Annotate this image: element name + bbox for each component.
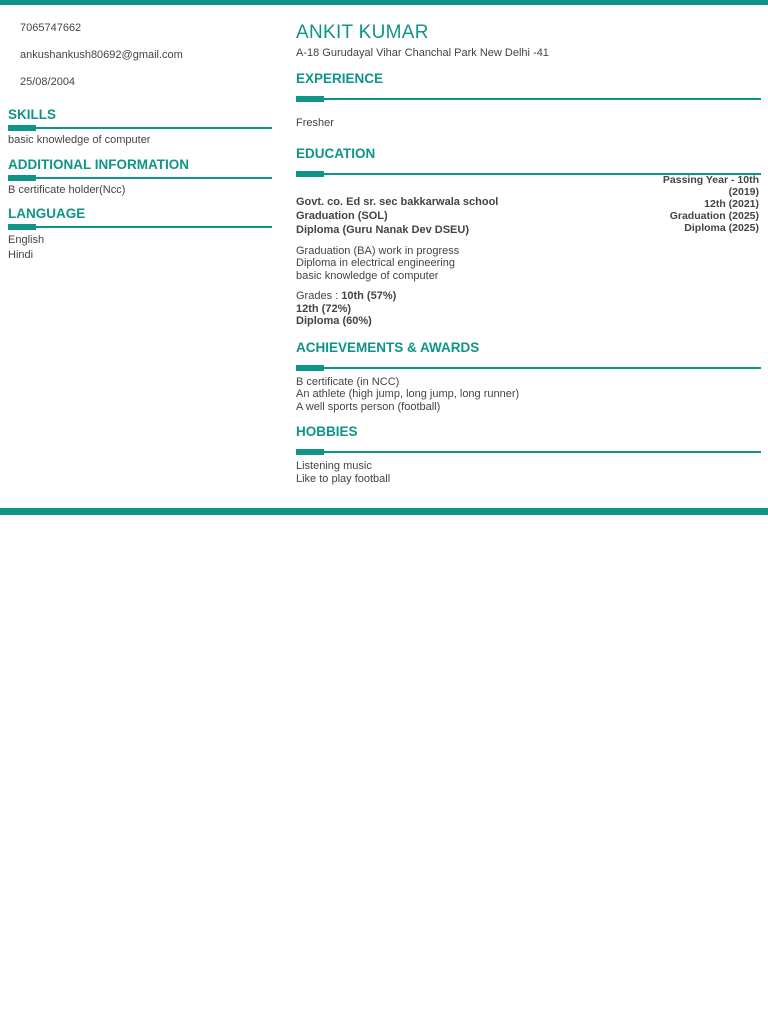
passing-year-line: Diploma (2025) bbox=[684, 221, 759, 234]
language-item: English bbox=[8, 234, 45, 246]
achievements-divider bbox=[296, 367, 761, 369]
skills-heading: SKILLS bbox=[8, 107, 57, 122]
hobbies-heading: HOBBIES bbox=[296, 424, 358, 439]
email-address: ankushankush80692@gmail.com bbox=[20, 49, 183, 61]
institution-name: Graduation (SOL) bbox=[296, 209, 388, 222]
hobbies-section bbox=[296, 424, 761, 485]
phone-number: 7065747662 bbox=[20, 22, 82, 34]
achievement-item: B certificate (in NCC) bbox=[296, 375, 400, 388]
achievement-item: An athlete (high jump, long jump, long runner) bbox=[296, 388, 520, 400]
left-column bbox=[8, 22, 272, 263]
skills-section bbox=[8, 107, 272, 147]
institution-name: Diploma (Guru Nanak Dev DSEU) bbox=[296, 223, 469, 236]
hobby-item: Like to play football bbox=[296, 472, 391, 485]
date-of-birth: 25/08/2004 bbox=[20, 76, 76, 88]
education-block bbox=[296, 173, 761, 243]
experience-text: Fresher bbox=[296, 117, 334, 129]
skill-item: basic knowledge of computer bbox=[8, 134, 151, 146]
additional-info-section bbox=[8, 157, 272, 197]
passing-year-line: Passing Year - 10th bbox=[662, 173, 759, 186]
right-column bbox=[296, 22, 761, 485]
experience-divider bbox=[296, 98, 761, 100]
institution-name: Govt. co. Ed sr. sec bakkarwala school bbox=[296, 195, 499, 208]
passing-years bbox=[663, 174, 759, 234]
grade-value: 12th (72%) bbox=[296, 302, 352, 315]
additional-info-heading: ADDITIONAL INFORMATION bbox=[8, 156, 189, 172]
education-detail: Diploma in electrical engineering bbox=[296, 257, 455, 269]
additional-info-item: B certificate holder(Ncc) bbox=[8, 183, 126, 196]
experience-heading: EXPERIENCE bbox=[296, 71, 384, 86]
education-heading: EDUCATION bbox=[296, 145, 376, 161]
passing-year-line: 12th (2021) bbox=[704, 197, 759, 210]
achievement-item: A well sports person (football) bbox=[296, 400, 441, 413]
grade-line bbox=[296, 290, 761, 303]
education-section bbox=[296, 146, 761, 328]
bottom-accent-bar bbox=[0, 508, 768, 515]
passing-year-line: Graduation (2025) bbox=[669, 209, 759, 222]
grades-block bbox=[296, 290, 761, 328]
achievements-heading: ACHIEVEMENTS & AWARDS bbox=[296, 339, 480, 355]
education-detail: basic knowledge of computer bbox=[296, 269, 439, 282]
language-heading: LANGUAGE bbox=[8, 206, 86, 221]
education-detail: Graduation (BA) work in progress bbox=[296, 244, 460, 257]
grade-value: 10th (57%) bbox=[341, 290, 397, 302]
top-accent-bar bbox=[0, 0, 768, 5]
hobbies-divider bbox=[296, 451, 761, 453]
hobby-item: Listening music bbox=[296, 460, 372, 472]
skills-divider bbox=[8, 127, 272, 129]
experience-section bbox=[296, 71, 761, 130]
grade-value: Diploma (60%) bbox=[296, 315, 372, 327]
additional-info-divider bbox=[8, 177, 272, 179]
education-details bbox=[296, 245, 761, 283]
language-item: Hindi bbox=[8, 249, 34, 261]
language-divider bbox=[8, 226, 272, 228]
passing-year-line: (2019) bbox=[728, 185, 759, 198]
candidate-name: ANKIT KUMAR bbox=[296, 22, 429, 43]
candidate-address: A-18 Gurudayal Vihar Chanchal Park New Delhi -41 bbox=[296, 47, 549, 59]
achievements-section bbox=[296, 340, 761, 414]
grades-label: Grades : bbox=[296, 290, 342, 302]
education-institutions bbox=[296, 195, 498, 237]
language-section bbox=[8, 206, 272, 263]
